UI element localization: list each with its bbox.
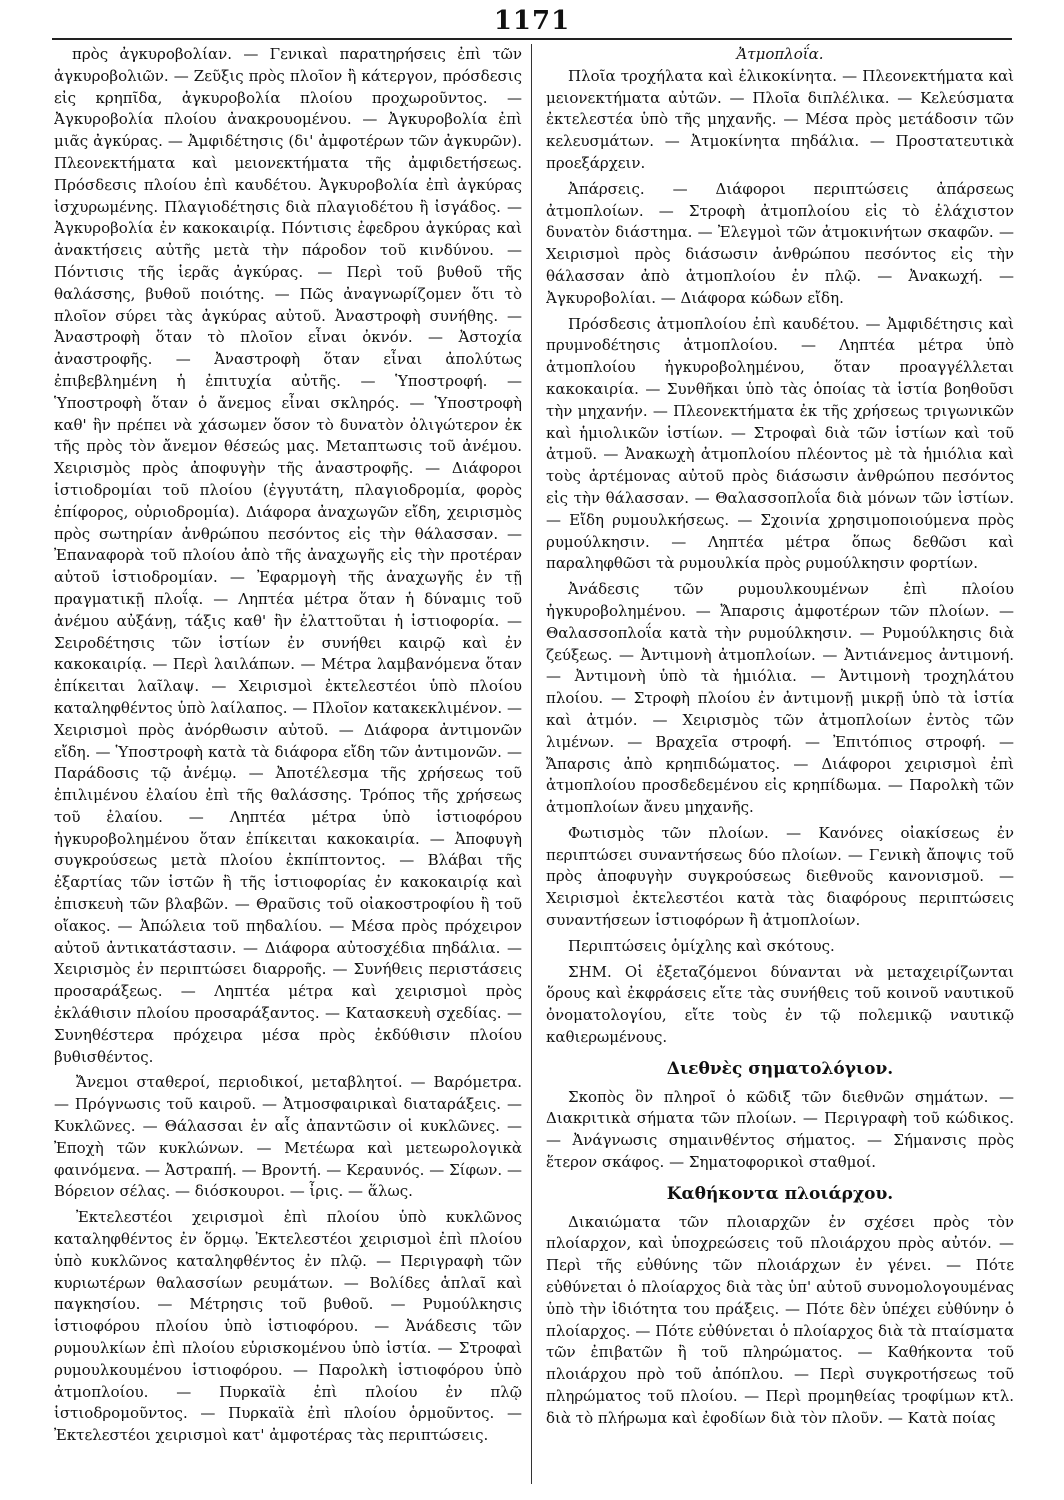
page-number: 1171: [493, 6, 571, 36]
right-note: ΣΗΜ. Οἱ ἐξεταζόμενοι δύνανται νὰ μεταχειρίζωνται ὅρους καὶ ἐκφράσεις εἴτε τὰς συνήθεις τοῦ κοινοῦ ναυτικοῦ ὀνοματολογίου, εἴτε τοὺς ἐν τῷ πολεμικῷ ναυτικῷ καθιερωμένους.: [546, 962, 1014, 1047]
header-rule: [52, 38, 1012, 40]
left-paragraph-3: Ἐκτελεστέοι χειρισμοὶ ἐπὶ πλοίου ὑπὸ κυκλῶνος καταληφθέντος ἐν ὅρμῳ. Ἐκτελεστέοι χειρισμοὶ ἐπὶ πλοίου ὑπὸ κυκλῶνος καταληφθέντος ἐν πλῷ. — Περιγραφὴ τῶν κυριωτέρων θαλασσίων ρευμάτων. — Βολίδες ἁπλαῖ καὶ παγκησίου. — Μέτρησις τοῦ βυθοῦ. — Ρυμούλκησις ἱστιοφόρου πλοίου ὑπὸ ἱστιοφόρου. — Ἀνάδεσις τῶν ρυμουλκίων ἐπὶ πλοίου εὑρισκομένου ὑπὸ ἱστία. — Στροφαὶ ρυμουλκουμένου ἱστιοφόρου. — Παρολκὴ ἱστιοφόρου ὑπὸ ἀτμοπλοίου. — Πυρκαϊὰ ἐπὶ πλοίου ἐν πλῷ ἱστιοδρομοῦντος. — Πυρκαϊὰ ἐπὶ πλοίου ὁρμοῦντος. — Ἐκτελεστέοι χειρισμοὶ κατ' ἀμφοτέρας τὰς περιπτώσεις.: [54, 1208, 522, 1445]
heading-captain-duties: Καθήκοντα πλοιάρχου.: [666, 1183, 894, 1204]
left-paragraph-1: πρὸς ἀγκυροβολίαν. — Γενικαὶ παρατηρήσεις ἐπὶ τῶν ἀγκυροβολιῶν. — Ζεῦξις πρὸς πλοῖον ἢ κάτεργον, πρόσδεσις εἰς κρηπῖδα, ἀγκυροβολία πλοίου προχωροῦντος. — Ἀγκυροβολία πλοίου ἀνακρουομένου. — Ἀγκυροβολία ἐπὶ μιᾶς ἀγκύρας. — Ἀμφιδέτησις (δι' ἀμφοτέρων τῶν ἀγκυρῶν). Πλεονεκτήματα καὶ μειονεκτήματα τῆς ἀμφιδετήσεως. Πρόσδεσις πλοίου ἐπὶ καυδέτου. Ἀγκυροβολία ἐπὶ ἀγκύρας ἰσχυρωμένης. Πλαγιοδέτησις διὰ πλαγιοδέτου ἢ ἰσγάδος. — Ἀγκυροβολία ἐν κακοκαιρίᾳ. Πόντισις ἐφεδρου ἀγκύρας καὶ ἀνακτήσεις αὐτῆς μετὰ τὴν πάροδον τοῦ κινδύνου. — Πόντισις τῆς ἱερᾶς ἀγκύρας. — Περὶ τοῦ βυθοῦ τῆς θαλάσσης, βυθοῦ ποιότης. — Πῶς ἀναγνωρίζομεν ὅτι τὸ πλοῖον σύρει τὰς ἀγκύρας αὐτοῦ. Ἀναστροφὴ συνήθης. — Ἀναστροφὴ ὅταν τὸ πλοῖον εἶναι ὀκνόν. — Ἀστοχία ἀναστροφῆς. — Ἀναστροφὴ ὅταν εἶναι ἀπολύτως ἐπιβεβλημένη ἡ ἐπιτυχία αὐτῆς. — Ὑποστροφή. — Ὑποστροφὴ ὅταν ὁ ἄνεμος εἶναι σκληρός. — Ὑποστροφὴ καθ' ἣν πρέπει νὰ χάσωμεν ὅσον τὸ δυνατὸν ὀλιγώτερον ἐκ τῆς πρὸς τὸν ἄνεμον θέσεώς μας. Μεταπτωσις τοῦ ἀνέμου. Χειρισμὸς πρὸς ἀποφυγὴν τῆς ἀναστροφῆς. — Διάφοροι ἱστιοδρομίαι τοῦ πλοίου (ἐγγυτάτη, πλαγιοδρομία, φορὸς ἐπίφορος, οὐριοδρομία). Διάφορα ἀναχωγῶν εἴδη, χειρισμὸς πρὸς σωτηρίαν ἀνθρώπου πεσόντος εἰς τὴν θάλασσαν. — Ἐπαναφορὰ τοῦ πλοίου ἀπὸ τῆς ἀναχωγῆς εἰς τὴν προτέραν αὐτοῦ ἱστιοδρομίαν. — Ἐφαρμογὴ τῆς ἀναχωγῆς ἐν τῇ πραγματικῇ πλοΐᾳ. — Ληπτέα μέτρα ὅταν ἡ δύναμις τοῦ ἀνέμου αὐξάνῃ, τάξις καθ' ἣν ἐλαττοῦται ἡ ἱστιοφορία. — Σειροδέτησις τῶν ἱστίων ἐν συνήθει καιρῷ καὶ ἐν κακοκαιρίᾳ. — Περὶ λαιλάπων. — Μέτρα λαμβανόμενα ὅταν ἐπίκειται λαῖλαψ. — Χειρισμοὶ ἐκτελεστέοι ὑπὸ πλοίου καταληφθέντος ὑπὸ λαίλαπος. — Πλοῖον κατακεκλιμένον. — Χειρισμοὶ πρὸς ἀνόρθωσιν αὐτοῦ. — Διάφορα ἀντιμονῶν εἴδη. — Ὑποστροφὴ κατὰ τὰ διάφορα εἴδη τῶν ἀντιμονῶν. — Παράδοσις τῷ ἀνέμῳ. — Ἀποτέλεσμα τῆς χρήσεως τοῦ ἐπιλιμένου ἐλαίου ἐπὶ τῆς θαλάσσης. Τρόπος τῆς χρήσεως τοῦ ἐλαίου. — Ληπτέα μέτρα ὑπὸ ἱστιοφόρου ἠγκυροβολημένου ὅταν ἐπίκειται κακοκαιρία. — Ἀποφυγὴ συγκρούσεως μετὰ πλοίου ἐκπίπτοντος. — Βλάβαι τῆς ἐξαρτίας τῶν ἱστῶν ἢ τῆς ἱστιοφορίας ἐν κακοκαιρίᾳ καὶ ἐπισκευὴ τῶν βλαβῶν. — Θραῦσις τοῦ οἰακοστροφίου ἢ τοῦ οἴακος. — Ἀπώλεια τοῦ πηδαλίου. — Μέσα πρὸς πρόχειρον αὐτοῦ ἀντικατάστασιν. — Διάφορα αὐτοσχέδια πηδάλια. — Χειρισμὸς ἐν περιπτώσει διαρροῆς. — Συνήθεις περιστάσεις προσαράξεως. — Ληπτέα μέτρα καὶ χειρισμοὶ πρὸς ἐκλάθισιν πλοίου προσαράξαντος. — Κατασκευὴ σχεδίας. — Συνηθέστερα πρόχειρα μέσα πρὸς ἐκδύθισιν πλοίου βυθισθέντος.: [54, 45, 522, 1066]
signals-paragraph: Σκοπὸς ὃν πληροῖ ὁ κῶδιξ τῶν διεθνῶν σημάτων. — Διακριτικὰ σήματα τῶν πλοίων. — Περιγραφὴ τοῦ κώδικος. — Ἀνάγνωσις σημαινθέντος σήματος. — Σήμανσις πρὸς ἕτερον σκάφος. — Σηματοφορικοὶ σταθμοί.: [546, 1087, 1014, 1172]
left-column: [54, 44, 522, 1484]
section-title-steam-navigation: Ἀτμοπλοΐα.: [736, 45, 824, 63]
column-divider: [531, 44, 532, 1484]
duties-paragraph: Δικαιώματα τῶν πλοιαρχῶν ἐν σχέσει πρὸς τὸν πλοίαρχον, καὶ ὑποχρεώσεις τοῦ πλοιάρχου πρὸς αὐτόν. — Περὶ τῆς εὐθύνης τῶν πλοιάρχων ἐν γένει. — Πότε εὐθύνεται ὁ πλοίαρχος διὰ τὰς ὑπ' αὐτοῦ συνομολογουμένας ὑπὸ τὴν ἰδιότητα του πράξεις. — Πότε δὲν ὑπέχει εὐθύνην ὁ πλοίαρχος. — Πότε εὐθύνεται ὁ πλοίαρχος διὰ τὰ πταίσματα τῶν ἐπιβατῶν ἢ τοῦ πληρώματος. — Καθήκοντα τοῦ πλοιάρχου πρὸ τοῦ ἀπόπλου. — Περὶ συγκροτήσεως τοῦ πληρώματος τοῦ πλοίου. — Περὶ προμηθείας τροφίμων κτλ. διὰ τὸ πλήρωμα καὶ ἐφοδίων διὰ τὸν πλοῦν. — Κατὰ ποίας: [546, 1212, 1014, 1427]
heading-international-signals: Διεθνὲς σηματολόγιον.: [666, 1058, 894, 1079]
right-paragraph-5: Φωτισμὸς τῶν πλοίων. — Κανόνες οἰακίσεως ἐν περιπτώσει συναντήσεως δύο πλοίων. — Γενικὴ ἄποψις τοῦ πρὸς ἀποφυγὴν συγκρούσεως διεθνοῦς κανονισμοῦ. — Χειρισμοὶ ἐκτελεστέοι κατὰ τὰς διαφόρους περιπτώσεις συναντήσεων ἱστιοφόρων ἢ ἀτμοπλοίων.: [546, 823, 1014, 930]
left-paragraph-2: Ἄνεμοι σταθεροί, περιοδικοί, μεταβλητοί. — Βαρόμετρα. — Πρόγνωσις τοῦ καιροῦ. — Ἀτμοσφαιρικαὶ διαταράξεις. — Κυκλῶνες. — Θάλασσαι ἐν αἷς ἀπαντῶσιν οἱ κυκλῶνες. — Ἐποχὴ τῶν κυκλώνων. — Μετέωρα καὶ μετεωρολογικὰ φαινόμενα. — Ἀστραπή. — Βροντή. — Κεραυνός. — Σίφων. — Βόρειον σέλας. — διόσκουροι. — ἶρις. — ἅλως.: [54, 1073, 522, 1201]
right-paragraph-6: Περιπτώσεις ὁμίχλης καὶ σκότους.: [568, 936, 835, 955]
right-paragraph-4: Ἀνάδεσις τῶν ρυμουλκουμένων ἐπὶ πλοίου ἠγκυροβολημένου. — Ἄπαρσις ἀμφοτέρων τῶν πλοίων. — Θαλασσοπλοΐα κατὰ τὴν ρυμούλκησιν. — Ρυμούλκησις διὰ ζεύξεως. — Ἀντιμονὴ ἀτμοπλοίων. — Ἀντιάνεμος ἀντιμονή. — Ἀντιμονὴ ὑπὸ τὰ ἡμιόλια. — Ἀντιμονὴ τροχηλάτου πλοίου. — Στροφὴ πλοίου ἐν ἀντιμονῇ μικρῇ ὑπὸ τὰ ἱστία καὶ ἀτμόν. — Χειρισμὸς τῶν ἀτμοπλοίων ἐντὸς τῶν λιμένων. — Βραχεῖα στροφή. — Ἐπιτόπιος στροφή. — Ἄπαρσις ἀπὸ κρηπιδώματος. — Διάφοροι χειρισμοὶ ἐπὶ ἀτμοπλοίου προσδεδεμένου εἰς κρηπίδωμα. — Παρολκὴ τῶν ἀτμοπλοίων ἄνευ μηχανῆς.: [546, 580, 1014, 817]
right-paragraph-3: Πρόσδεσις ἀτμοπλοίου ἐπὶ καυδέτου. — Ἀμφιδέτησις καὶ πρυμνοδέτησις ἀτμοπλοίου. — Ληπτέα μέτρα ὑπὸ ἀτμοπλοίου ἠγκυροβολημένου, ὅταν προαγγέλλεται κακοκαιρία. — Συνθῆκαι ὑπὸ τὰς ὁποίας τὰ ἱστία βοηθοῦσι τὴν μηχανήν. — Πλεονεκτήματα ἐκ τῆς χρήσεως τριγωνικῶν καὶ ἡμιολικῶν ἱστίων. — Στροφαὶ διὰ τῶν ἱστίων καὶ τοῦ ἀτμοῦ. — Ἀνακωχὴ ἀτμοπλοίου πλέοντος μὲ τὰ ἡμιόλια καὶ τοὺς ἀρτέμονας αὐτοῦ πρὸς διάσωσιν ἀνθρώπου πεσόντος εἰς τὴν θάλασσαν. — Θαλασσοπλοΐα διὰ μόνων τῶν ἱστίων. — Εἴδη ρυμουλκήσεως. — Σχοινία χρησιμοποιούμενα πρὸς ρυμούλκησιν. — Ληπτέα μέτρα ὅπως δεθῶσι καὶ παραληφθῶσι τὰ ρυμουλκία πρὸς ρυμούλκησιν φορτίων.: [546, 314, 1014, 573]
right-column: [546, 44, 1014, 1484]
right-paragraph-1: Πλοῖα τροχήλατα καὶ ἑλικοκίνητα. — Πλεονεκτήματα καὶ μειονεκτήματα αὐτῶν. — Πλοῖα διπλέλικα. — Κελεύσματα ἐκτελεστέα ὑπὸ τῆς μηχανῆς. — Μέσα πρὸς μετάδοσιν τῶν κελευσμάτων. — Ἀτμοκίνητα πηδάλια. — Προστατευτικὰ προεξάρχειν.: [546, 66, 1014, 172]
right-paragraph-2: Ἀπάρσεις. — Διάφοροι περιπτώσεις ἀπάρσεως ἀτμοπλοίων. — Στροφὴ ἀτμοπλοίου εἰς τὸ ἐλάχιστον δυνατὸν διάστημα. — Ἐλεγμοὶ τῶν ἀτμοκινήτων σκαφῶν. — Χειρισμοὶ πρὸς διάσωσιν ἀνθρώπου πεσόντος εἰς τὴν θάλασσαν ἀπὸ ἀτμοπλοίου ἐν πλῷ. — Ἀνακωχή. — Ἀγκυροβολίαι. — Διάφορα κώδων εἴδη.: [546, 179, 1014, 307]
